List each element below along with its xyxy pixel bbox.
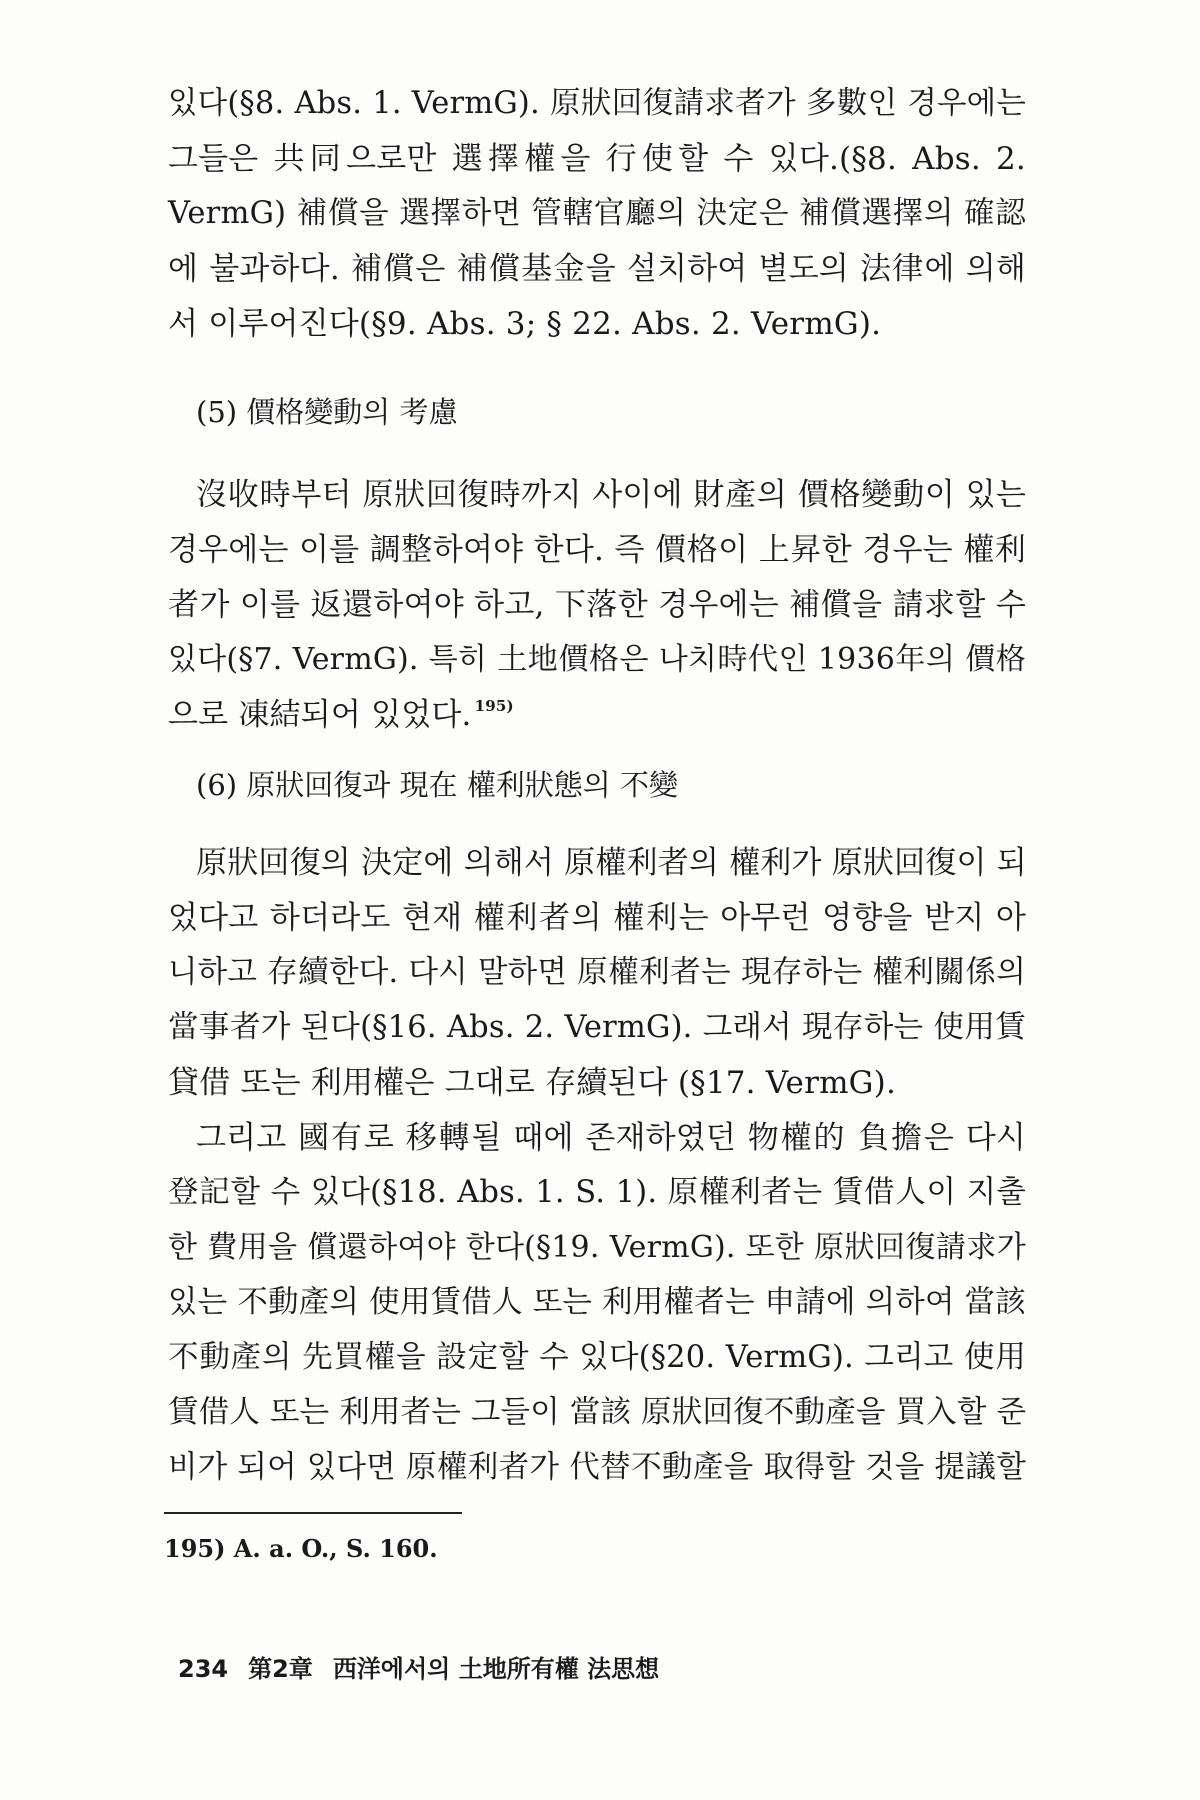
footnote-reference: 195)	[474, 697, 514, 715]
section-6a-line-5: 貸借 또는 利用權은 그대로 存續된다 (§17. VermG).	[168, 1065, 896, 1101]
paragraph-1-line-4: 에 불과하다. 補償은 補償基金을 설치하여 별도의 法律에 의해	[168, 251, 1026, 287]
section-5-last-line-text: 으로 凍結되어 있었다.	[168, 697, 472, 733]
section-6b-line-6: 賃借人 또는 利用者는 그들이 當該 原狀回復不動產을 買入할 준	[168, 1395, 1027, 1430]
section-5-heading: (5) 價格變動의 考慮	[196, 395, 458, 429]
section-6b-line-2: 登記할 수 있다(§18. Abs. 1. S. 1). 原權利者는 賃借人이 지출	[168, 1175, 1026, 1210]
section-6b-line-7: 비가 되어 있다면 原權利者가 代替不動產을 取得할 것을 提議할	[168, 1450, 1026, 1485]
paragraph-1-line-5: 서 이루어진다(§9. Abs. 3; § 22. Abs. 2. VermG).	[168, 306, 882, 342]
section-5-line-1: 沒收時부터 原狀回復時까지 사이에 財產의 價格變動이 있는	[196, 477, 1026, 513]
chapter-number: 第2章	[248, 1655, 313, 1683]
section-6a-line-3: 니하고 存續한다. 다시 말하면 原權利者는 現存하는 權利關係의	[168, 955, 1026, 990]
section-5-line-2: 경우에는 이를 調整하여야 한다. 즉 價格이 上昇한 경우는 權利	[168, 532, 1026, 568]
section-5-line-5	[168, 687, 1026, 743]
section-6a-line-2: 었다고 하더라도 현재 權利者의 權利는 아무런 영향을 받지 아	[168, 900, 1026, 936]
section-6b-line-1: 그리고 國有로 移轉될 때에 존재하였던 物權的 負擔은 다시	[196, 1120, 1026, 1156]
section-6b-line-3: 한 費用을 償還하여야 한다(§19. VermG). 또한 原狀回復請求가	[168, 1230, 1026, 1265]
section-6-heading: (6) 原狀回復과 現在 權利狀態의 不變	[196, 768, 678, 802]
section-6a-line-4: 當事者가 된다(§16. Abs. 2. VermG). 그래서 現存하는 使用賃	[168, 1010, 1026, 1045]
section-6b-line-5: 不動產의 先買權을 設定할 수 있다(§20. VermG). 그리고 使用	[168, 1340, 1026, 1375]
paragraph-1-line-1: 있다(§8. Abs. 1. VermG). 原狀回復請求者가 多數인 경우에는	[168, 86, 1026, 121]
section-5-line-3: 者가 이를 返還하여야 하고, 下落한 경우에는 補償을 請求할 수	[168, 587, 1026, 623]
footnote-divider	[164, 1512, 462, 1514]
paragraph-1-line-3: VermG) 補償을 選擇하면 管轄官廳의 決定은 補償選擇의 確認	[168, 196, 1026, 231]
section-6a-line-1: 原狀回復의 決定에 의해서 原權利者의 權利가 原狀回復이 되	[196, 845, 1027, 881]
section-6b-line-4: 있는 不動產의 使用賃借人 또는 利用權者는 申請에 의하여 當該	[168, 1285, 1026, 1320]
page-number: 234	[178, 1655, 229, 1683]
running-footer	[178, 1652, 679, 1686]
section-5-line-4: 있다(§7. VermG). 특히 土地價格은 나치時代인 1936年의 價格	[168, 642, 1026, 677]
chapter-title: 西洋에서의 土地所有權 法思想	[332, 1655, 660, 1683]
paragraph-1-line-2: 그들은 共同으로만 選擇權을 行使할 수 있다.(§8. Abs. 2.	[168, 141, 1026, 177]
footnote-195: 195) A. a. O., S. 160.	[164, 1534, 438, 1563]
